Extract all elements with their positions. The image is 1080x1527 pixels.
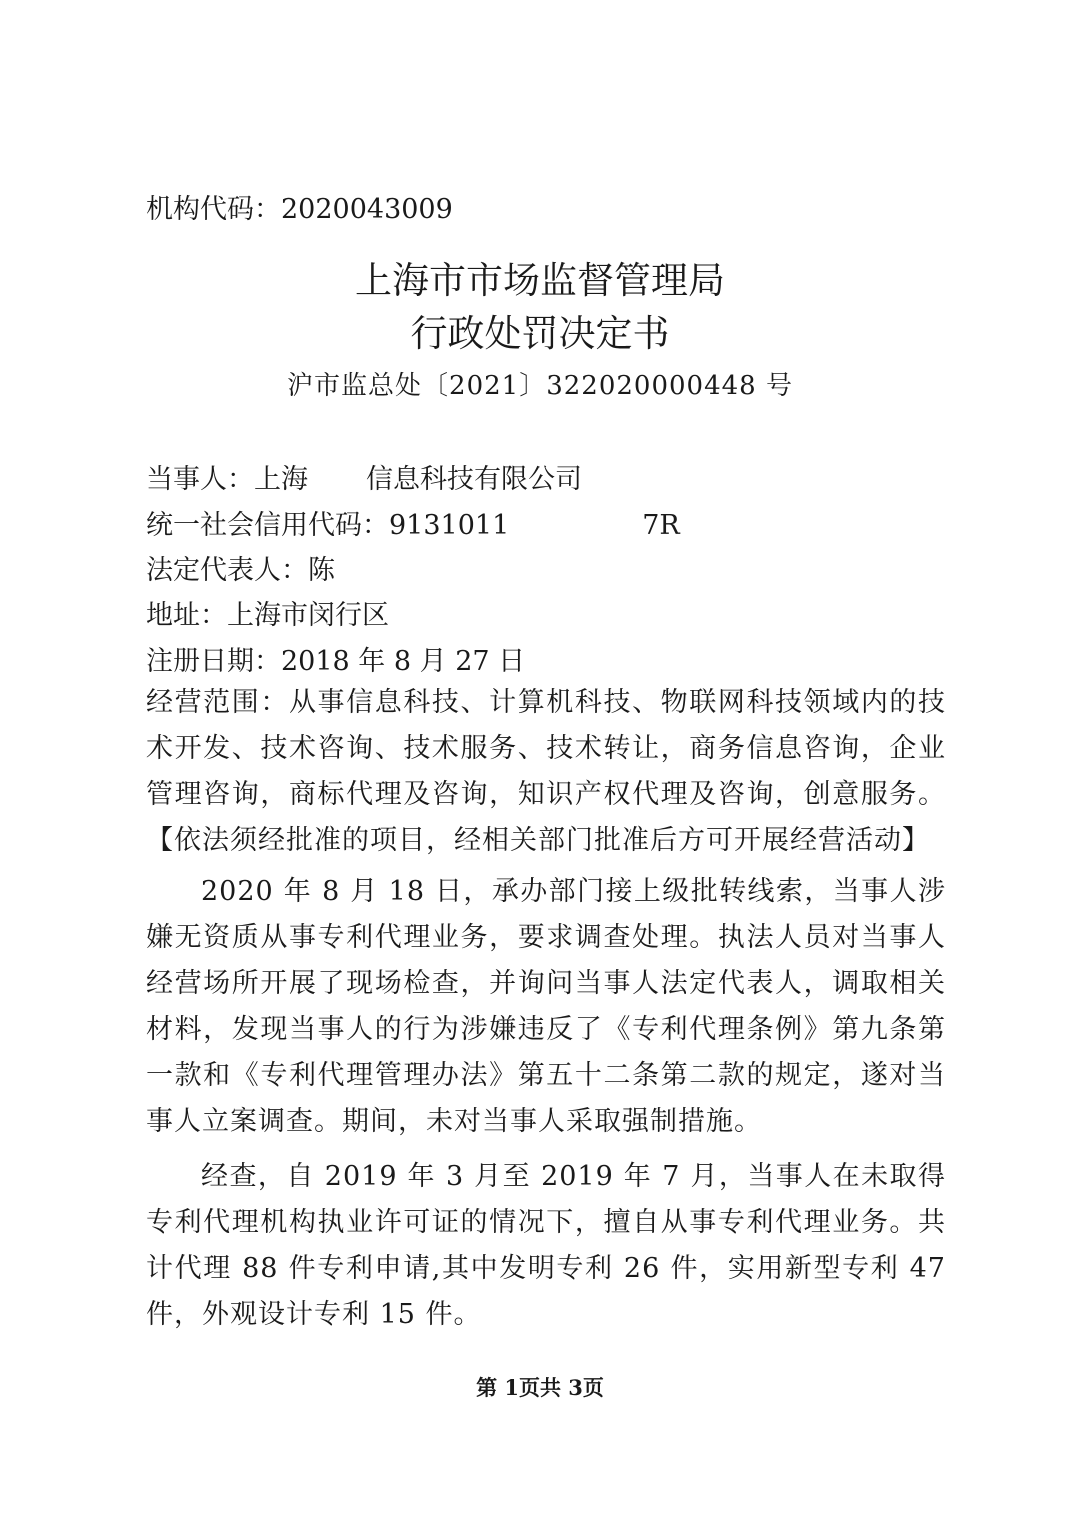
party-name-prefix: 当事人：上海 [146,464,308,495]
address: 地址：上海市闵行区 [146,600,389,631]
business-scope: 经营范围：从事信息科技、计算机科技、物联网科技领域内的技术开发、技术咨询、技术服务、技术转让，商务信息咨询，企业管理咨询，商标代理及咨询，知识产权代理及咨询，创意服务。【依法须经批准的项目，经相关部门批准后方可开展经营活动】 [146,687,946,856]
credit-code [146,512,680,539]
issuing-authority-title: 上海市市场监督管理局 [355,259,725,302]
legal-representative: 法定代表人：陈 [146,555,335,586]
credit-code-prefix: 统一社会信用代码：9131011 [146,510,510,541]
page-number: 第 1页共 3页 [476,1375,604,1400]
document-number: 沪市监总处〔2021〕322020000448 号 [287,371,793,401]
party-name-suffix: 信息科技有限公司 [366,464,582,495]
body-paragraph-1: 2020 年 8 月 18 日，承办部门接上级批转线索，当事人涉嫌无资质从事专利代理业务，要求调查处理。执法人员对当事人经营场所开展了现场检查，并询问当事人法定代表人，调取相关材料，发现当事人的行为涉嫌违反了《专利代理条例》第九条第一款和《专利代理管理办法》第五十二条第二款的规定，遂对当事人立案调查。期间，未对当事人采取强制措施。 [146,876,946,1137]
document-type-title: 行政处罚决定书 [410,312,670,355]
body-paragraph-2: 经查，自 2019 年 3 月至 2019 年 7 月，当事人在未取得专利代理机构执业许可证的情况下，擅自从事专利代理业务。共计代理 88 件专利申请,其中发明专利 26 件，实用新型专利 47 件，外观设计专利 15 件。 [146,1161,946,1330]
credit-code-suffix: 7R [642,510,680,541]
registration-date: 注册日期：2018 年 8 月 27 日 [146,646,526,677]
org-code: 机构代码：2020043009 [146,194,453,225]
party-name [146,466,582,493]
